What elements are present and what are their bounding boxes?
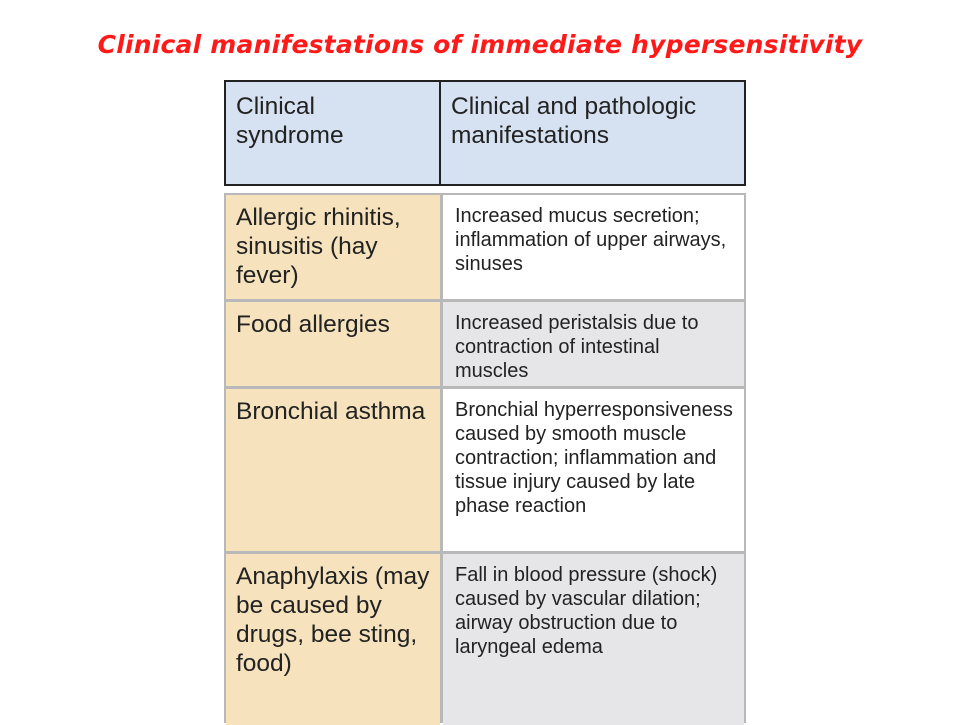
manifestation-cell: Increased mucus secretion; inflammation of upper airways, sinuses	[443, 195, 744, 299]
table-row	[226, 195, 744, 299]
manifestation-cell: Increased peristalsis due to contraction of intestinal muscles	[443, 302, 744, 386]
syndrome-cell: Allergic rhinitis, sinusitis (hay fever)	[226, 195, 440, 299]
manifestations-table	[224, 193, 746, 723]
syndrome-cell: Anaphylaxis (may be caused by drugs, bee sting, food)	[226, 554, 440, 725]
syndrome-cell: Food allergies	[226, 302, 440, 386]
table-header	[224, 80, 746, 186]
table-row	[226, 302, 744, 386]
syndrome-cell: Bronchial asthma	[226, 389, 440, 551]
header-clinical-syndrome: Clinical syndrome	[226, 82, 441, 184]
table-row	[226, 554, 744, 725]
slide-title: Clinical manifestations of immediate hypersensitivity	[97, 30, 863, 59]
manifestation-cell: Fall in blood pressure (shock) caused by vascular dilation; airway obstruction due to laryngeal edema	[443, 554, 744, 725]
manifestation-cell: Bronchial hyperresponsiveness caused by smooth muscle contraction; inflammation and tissue injury caused by late phase reaction	[443, 389, 744, 551]
header-manifestations: Clinical and pathologic manifestations	[451, 93, 697, 149]
table-row	[226, 389, 744, 551]
